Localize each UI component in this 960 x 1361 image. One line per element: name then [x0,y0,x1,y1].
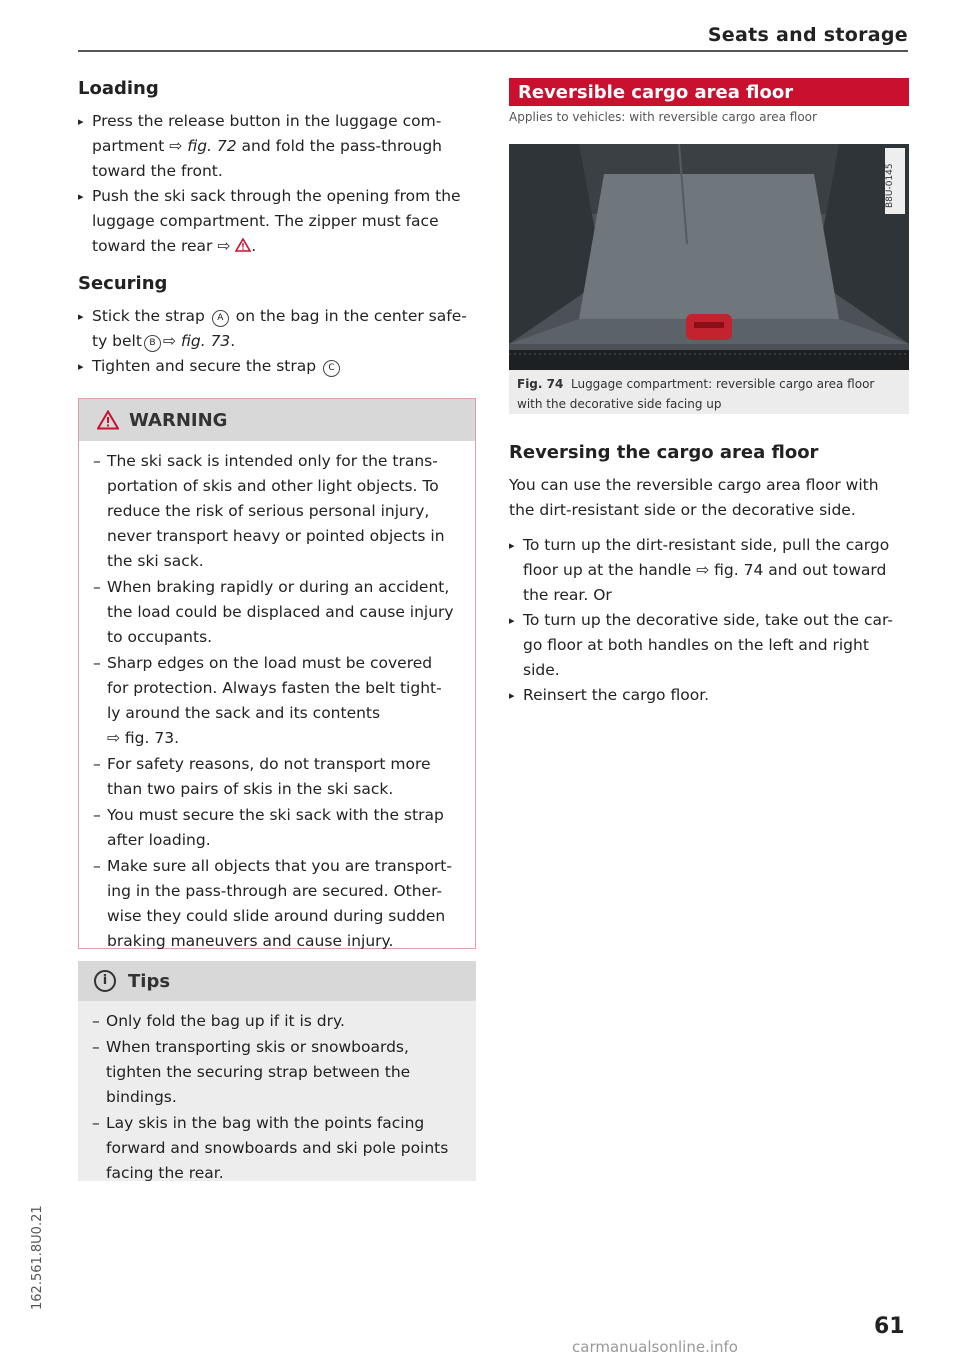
right-body [509,434,909,708]
caption-line: with the decorative side facing up [517,397,722,411]
side-code [30,1190,50,1310]
line: Stick the strap [92,307,205,325]
line: ly around the sack and its contents [107,704,381,722]
line: partment ⇨ [92,137,183,155]
warning-triangle-icon [97,410,119,430]
dash-marker: – [93,755,101,773]
page-number: 61 [874,1314,905,1339]
line: ⇨ fig. 73. [107,729,180,747]
line: Push the ski sack through the opening from the [92,187,461,205]
list-item [93,449,461,574]
line: portation of skis and other light objects. To [107,477,439,495]
securing-heading: Securing [78,273,168,294]
bullet-triangle-icon: ▸ [78,360,84,373]
line: braking maneuvers and cause injury. [107,932,394,950]
line: You must secure the ski sack with the strap [107,806,444,824]
line: tighten the securing strap between the [106,1063,411,1081]
figure-caption [517,374,902,414]
running-header: Seats and storage [707,24,908,46]
list-item [92,1035,462,1110]
line: on the bag in the center safe- [235,307,467,325]
line: never transport heavy or pointed objects in [107,527,445,545]
line: To turn up the dirt-resistant side, pull the cargo [523,536,890,554]
line: wise they could slide around during sudden [107,907,446,925]
dash-marker: – [92,1012,100,1030]
side-code-text: 162.561.8U0.21 [30,1205,45,1310]
fig-reference: fig. 73 [180,332,231,350]
line: Sharp edges on the load must be covered [107,654,433,672]
header-rule [78,50,908,52]
line: forward and snowboards and ski pole points [106,1139,449,1157]
dash-marker: – [93,452,101,470]
list-item [92,1009,462,1034]
tips-box [78,961,476,1181]
dash-marker: – [93,578,101,596]
warning-triangle-icon [235,238,251,252]
callout-a-icon: A [212,310,229,327]
list-item [509,608,909,683]
line: Make sure all objects that you are transport- [107,857,452,875]
info-icon: i [94,970,116,992]
line: than two pairs of skis in the ski sack. [107,780,394,798]
cargo-floor-photo [509,144,909,370]
line: side. [523,661,560,679]
bullet-triangle-icon: ▸ [509,689,515,702]
fig-reference: fig. 72 [187,137,237,155]
warning-header [79,399,475,441]
line: facing the rear. [106,1164,224,1182]
left-column [78,70,476,379]
list-item [92,1111,462,1186]
section-title: Reversible cargo area floor [518,81,794,103]
line: toward the front. [92,162,223,180]
reversing-heading: Reversing the cargo area floor [509,442,819,463]
list-item [509,683,909,708]
bullet-triangle-icon: ▸ [509,539,515,552]
applies-note: Applies to vehicles: with reversible cargo area floor [509,110,817,124]
line: Only fold the bag up if it is dry. [106,1012,345,1030]
list-item [93,575,461,650]
callout-b-icon: B [144,335,161,352]
line: reduce the risk of serious personal injury, [107,502,430,520]
securing-bullet-1: ▸ Stick the strap A on the bag in the center safe- ty belt B ⇨ fig. 73. [78,304,476,354]
reversing-bullets [509,533,909,708]
warning-box [78,398,476,949]
line: the load could be displaced and cause injury [107,603,454,621]
list-item [93,651,461,751]
section-title-bar [509,78,909,106]
loading-bullet-1 [78,109,476,184]
bullet-triangle-icon: ▸ [78,190,84,203]
tips-list [78,1001,476,1186]
line: luggage compartment. The zipper must face [92,212,439,230]
line: When transporting skis or snowboards, [106,1038,409,1056]
bullet-triangle-icon: ▸ [509,614,515,627]
line: the dirt-resistant side or the decorative side. [509,501,856,519]
line: to occupants. [107,628,213,646]
line: and fold the pass-through [236,137,442,155]
list-item [509,533,909,608]
intro-paragraph [509,473,909,523]
line: Tighten and secure the strap [92,357,317,375]
line: go floor at both handles on the left and right [523,636,869,654]
bullet-triangle-icon: ▸ [78,310,84,323]
line: toward the rear ⇨ [92,237,236,255]
line: You can use the reversible cargo area floor with [509,476,879,494]
cargo-floor-illustration [509,144,909,370]
line: Reinsert the cargo floor. [523,686,710,704]
dash-marker: – [93,806,101,824]
photo-code [887,152,903,212]
line: When braking rapidly or during an accident, [107,578,450,596]
caption-line: Luggage compartment: reversible cargo area floor [570,377,875,391]
warning-list [79,441,475,954]
line: To turn up the decorative side, take out the car- [523,611,893,629]
line: floor up at the handle ⇨ fig. 74 and out toward [523,561,887,579]
securing-bullet-2 [78,354,476,379]
list-item [93,752,461,802]
line: Press the release button in the luggage com- [92,112,442,130]
dash-marker: – [92,1114,100,1132]
watermark: carmanualsonline.info [572,1338,738,1356]
dash-marker: – [93,857,101,875]
tips-header [78,961,476,1001]
line: ing in the pass-through are secured. Other- [107,882,443,900]
loading-heading: Loading [78,78,159,99]
warning-title: WARNING [129,409,228,431]
figure-label: Fig. 74 [517,377,564,391]
dash-marker: – [92,1038,100,1056]
line: the ski sack. [107,552,204,570]
callout-c-icon: C [323,360,340,377]
bullet-triangle-icon: ▸ [78,115,84,128]
list-item [93,854,461,954]
list-item [93,803,461,853]
tips-title: Tips [128,970,171,992]
line: Lay skis in the bag with the points facing [106,1114,425,1132]
dash-marker: – [93,654,101,672]
line: The ski sack is intended only for the trans- [107,452,438,470]
line: For safety reasons, do not transport more [107,755,431,773]
line: bindings. [106,1088,177,1106]
line: the rear. Or [523,586,612,604]
line: after loading. [107,831,211,849]
loading-bullet-2: ▸ Push the ski sack through the opening from the luggage compartment. The zipper must face toward the rear ⇨ . [78,184,476,259]
line: ty belt [92,332,142,350]
line: for protection. Always fasten the belt tight- [107,679,442,697]
photo-code-text: B8U-0145 [885,163,895,208]
